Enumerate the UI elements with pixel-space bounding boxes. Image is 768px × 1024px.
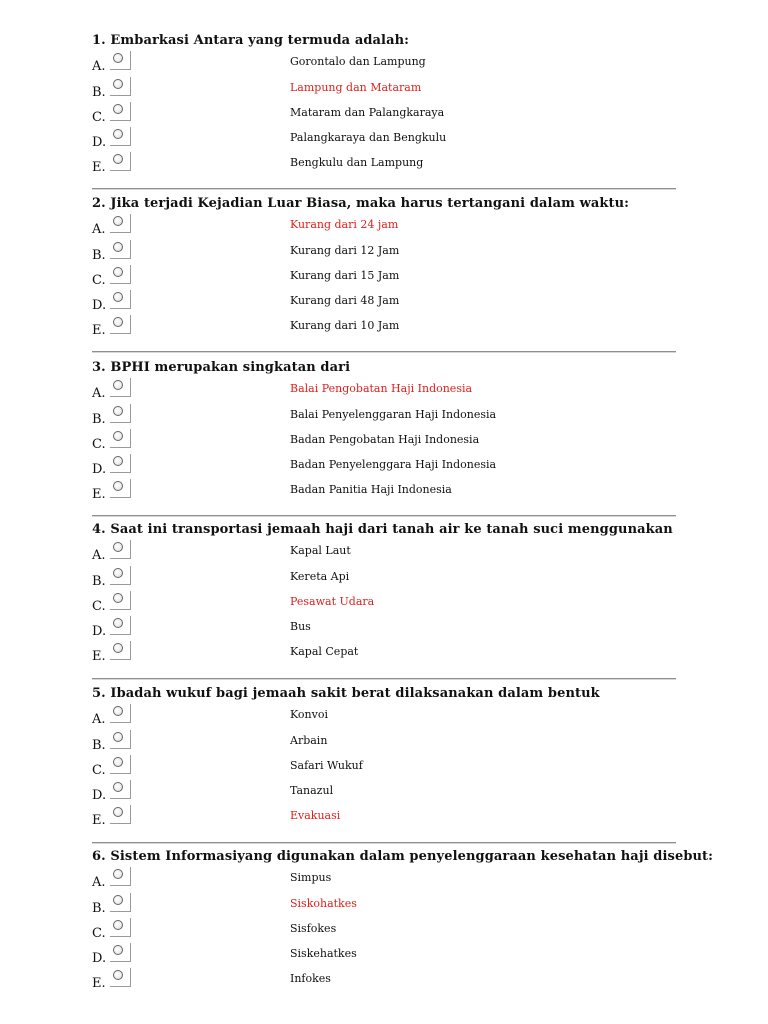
option-e (92, 152, 676, 176)
option-text: Bengkulu dan Lampung (290, 156, 424, 169)
option-text-correct: Kurang dari 24 jam (290, 218, 399, 231)
radio-circle-icon (113, 154, 123, 164)
radio-circle-icon (113, 782, 123, 792)
radio-button[interactable] (110, 479, 131, 498)
option-letter: E. (92, 976, 106, 991)
radio-button[interactable] (110, 540, 131, 559)
option-text: Kapal Cepat (290, 645, 359, 658)
option-a (92, 51, 676, 75)
question-title: 6. Sistem Informasiyang digunakan dalam penyelenggaraan kesehatan haji disebut: (92, 849, 714, 864)
option-text-correct: Balai Pengobatan Haji Indonesia (290, 382, 473, 395)
option-c (92, 265, 676, 289)
divider (92, 678, 676, 680)
radio-button[interactable] (110, 265, 131, 284)
option-text-correct: Siskohatkes (290, 897, 357, 910)
option-text: Kapal Laut (290, 544, 351, 557)
option-letter: D. (92, 951, 107, 966)
option-letter: E. (92, 160, 106, 175)
option-text-correct: Pesawat Udara (290, 595, 375, 608)
radio-circle-icon (113, 869, 123, 879)
radio-circle-icon (113, 643, 123, 653)
option-c (92, 918, 676, 942)
option-letter: C. (92, 763, 106, 778)
option-text: Bus (290, 620, 311, 633)
option-letter: C. (92, 437, 106, 452)
radio-button[interactable] (110, 378, 131, 397)
option-b (92, 404, 676, 428)
option-text: Tanazul (290, 784, 334, 797)
option-b (92, 566, 676, 590)
option-text: Kurang dari 48 Jam (290, 294, 400, 307)
radio-button[interactable] (110, 867, 131, 886)
radio-circle-icon (113, 456, 123, 466)
option-text: Siskehatkes (290, 947, 357, 960)
radio-button[interactable] (110, 152, 131, 171)
radio-button[interactable] (110, 616, 131, 635)
option-letter: E. (92, 813, 106, 828)
radio-circle-icon (113, 895, 123, 905)
radio-circle-icon (113, 618, 123, 628)
radio-circle-icon (113, 216, 123, 226)
option-letter: C. (92, 110, 106, 125)
radio-button[interactable] (110, 918, 131, 937)
option-text-correct: Evakuasi (290, 809, 341, 822)
radio-circle-icon (113, 267, 123, 277)
radio-button[interactable] (110, 755, 131, 774)
divider (92, 515, 676, 517)
radio-button[interactable] (110, 704, 131, 723)
question-title: 1. Embarkasi Antara yang termuda adalah: (92, 33, 410, 48)
radio-button[interactable] (110, 429, 131, 448)
radio-button[interactable] (110, 454, 131, 473)
option-letter: C. (92, 599, 106, 614)
option-d (92, 454, 676, 478)
option-letter: D. (92, 135, 107, 150)
radio-circle-icon (113, 732, 123, 742)
radio-circle-icon (113, 380, 123, 390)
radio-circle-icon (113, 757, 123, 767)
radio-button[interactable] (110, 404, 131, 423)
radio-circle-icon (113, 970, 123, 980)
radio-circle-icon (113, 593, 123, 603)
option-text: Mataram dan Palangkaraya (290, 106, 445, 119)
option-letter: B. (92, 248, 106, 263)
option-a (92, 214, 676, 238)
option-letter: D. (92, 298, 107, 313)
question-title: 5. Ibadah wukuf bagi jemaah sakit berat dilaksanakan dalam bentuk (92, 686, 600, 701)
radio-circle-icon (113, 568, 123, 578)
radio-button[interactable] (110, 805, 131, 824)
option-d (92, 127, 676, 151)
option-d (92, 943, 676, 967)
radio-button[interactable] (110, 943, 131, 962)
option-letter: A. (92, 875, 106, 890)
option-text: Arbain (290, 734, 328, 747)
option-letter: B. (92, 738, 106, 753)
option-text: Palangkaraya dan Bengkulu (290, 131, 447, 144)
radio-button[interactable] (110, 240, 131, 259)
option-letter: E. (92, 487, 106, 502)
option-letter: D. (92, 462, 107, 477)
option-c (92, 429, 676, 453)
radio-circle-icon (113, 292, 123, 302)
option-b (92, 240, 676, 264)
radio-circle-icon (113, 920, 123, 930)
option-d (92, 616, 676, 640)
radio-circle-icon (113, 542, 123, 552)
radio-button[interactable] (110, 780, 131, 799)
option-letter: A. (92, 712, 106, 727)
option-text: Badan Pengobatan Haji Indonesia (290, 433, 480, 446)
option-a (92, 378, 676, 402)
radio-circle-icon (113, 79, 123, 89)
radio-circle-icon (113, 129, 123, 139)
option-letter: B. (92, 85, 106, 100)
radio-circle-icon (113, 242, 123, 252)
option-text: Kurang dari 10 Jam (290, 319, 400, 332)
option-letter: B. (92, 574, 106, 589)
option-a (92, 540, 676, 564)
option-text: Balai Penyelenggaran Haji Indonesia (290, 408, 497, 421)
question-title: 4. Saat ini transportasi jemaah haji dari tanah air ke tanah suci menggunakan (92, 522, 673, 537)
option-text: Safari Wukuf (290, 759, 363, 772)
option-letter: D. (92, 788, 107, 803)
option-c (92, 102, 676, 126)
option-letter: A. (92, 222, 106, 237)
radio-circle-icon (113, 406, 123, 416)
radio-button[interactable] (110, 591, 131, 610)
option-a (92, 867, 676, 891)
option-letter: E. (92, 323, 106, 338)
radio-button[interactable] (110, 315, 131, 334)
divider (92, 842, 676, 844)
option-text: Simpus (290, 871, 332, 884)
radio-button[interactable] (110, 641, 131, 660)
radio-circle-icon (113, 317, 123, 327)
radio-circle-icon (113, 481, 123, 491)
radio-button[interactable] (110, 51, 131, 70)
option-text: Gorontalo dan Lampung (290, 55, 426, 68)
option-c (92, 591, 676, 615)
option-letter: B. (92, 412, 106, 427)
option-text: Kurang dari 15 Jam (290, 269, 400, 282)
question-title: 3. BPHI merupakan singkatan dari (92, 360, 351, 375)
option-text: Konvoi (290, 708, 328, 721)
radio-button[interactable] (110, 290, 131, 309)
radio-circle-icon (113, 945, 123, 955)
option-b (92, 77, 676, 101)
radio-circle-icon (113, 431, 123, 441)
option-letter: C. (92, 273, 106, 288)
radio-circle-icon (113, 706, 123, 716)
option-text: Kurang dari 12 Jam (290, 244, 400, 257)
option-letter: A. (92, 548, 106, 563)
option-text: Badan Panitia Haji Indonesia (290, 483, 452, 496)
divider (92, 351, 676, 353)
option-letter: C. (92, 926, 106, 941)
option-b (92, 893, 676, 917)
radio-button[interactable] (110, 214, 131, 233)
option-text: Sisfokes (290, 922, 337, 935)
divider (92, 188, 676, 190)
question-title: 2. Jika terjadi Kejadian Luar Biasa, maka harus tertangani dalam waktu: (92, 196, 630, 211)
option-e (92, 641, 676, 665)
option-text-correct: Lampung dan Mataram (290, 81, 422, 94)
option-text: Badan Penyelenggara Haji Indonesia (290, 458, 497, 471)
option-d (92, 290, 676, 314)
option-letter: D. (92, 624, 107, 639)
radio-button[interactable] (110, 968, 131, 987)
option-text: Infokes (290, 972, 331, 985)
option-d (92, 780, 676, 804)
option-letter: E. (92, 649, 106, 664)
radio-circle-icon (113, 104, 123, 114)
radio-button[interactable] (110, 730, 131, 749)
radio-button[interactable] (110, 893, 131, 912)
option-e (92, 968, 676, 992)
option-e (92, 479, 676, 503)
option-b (92, 730, 676, 754)
option-letter: B. (92, 901, 106, 916)
radio-button[interactable] (110, 127, 131, 146)
radio-button[interactable] (110, 566, 131, 585)
option-letter: A. (92, 59, 106, 74)
radio-circle-icon (113, 53, 123, 63)
option-letter: A. (92, 386, 106, 401)
radio-button[interactable] (110, 102, 131, 121)
option-e (92, 315, 676, 339)
option-text: Kereta Api (290, 570, 350, 583)
radio-button[interactable] (110, 77, 131, 96)
option-a (92, 704, 676, 728)
radio-circle-icon (113, 807, 123, 817)
option-c (92, 755, 676, 779)
option-e (92, 805, 676, 829)
